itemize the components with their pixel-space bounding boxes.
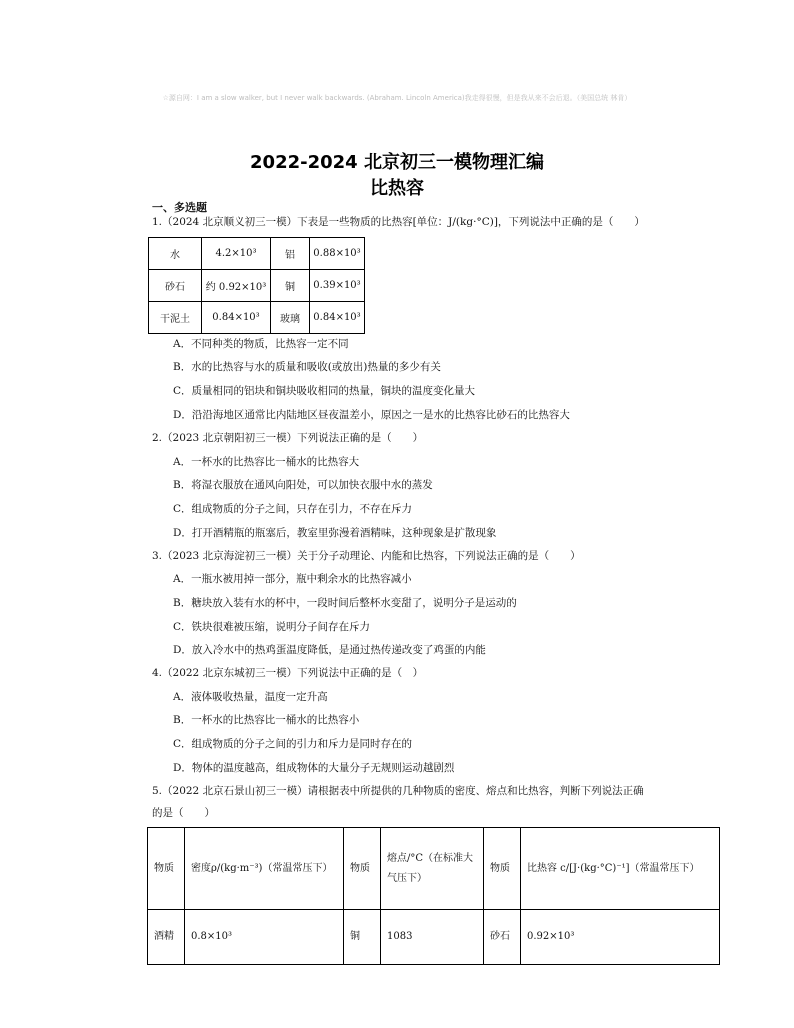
material-properties-table [147, 827, 720, 965]
table-header-cell: 物质 [344, 828, 381, 910]
question-2-option-d: D．打开酒精瓶的瓶塞后，教室里弥漫着酒精味，这种现象是扩散现象 [173, 527, 497, 539]
question-5-stem: 5.（2022 北京石景山初三一模）请根据表中所提供的几种物质的密度、熔点和比热容，判断下列说法正确 [152, 785, 644, 797]
table-header-cell: 物质 [148, 828, 185, 910]
table-cell: 0.39×10³ [310, 270, 365, 302]
table-cell: 铝 [271, 238, 310, 270]
table-header-cell: 密度ρ/(kg·m⁻³)（常温常压下） [185, 828, 344, 910]
watermark-text: ☆源自网：I am a slow walker, but I never walk backwards. (Abraham. Lincoln America)我走得很慢，但是我从来不会后退。（美国总统 林肯） [162, 94, 632, 102]
table-cell: 砂石 [484, 910, 521, 965]
table-header-cell: 物质 [484, 828, 521, 910]
table-cell: 砂石 [149, 270, 202, 302]
question-4-option-a: A．液体吸收热量，温度一定升高 [173, 691, 328, 703]
question-2-option-a: A．一杯水的比热容比一桶水的比热容大 [173, 456, 360, 468]
question-3-option-d: D．放入冷水中的热鸡蛋温度降低，是通过热传递改变了鸡蛋的内能 [173, 644, 486, 656]
question-1-option-a: A．不同种类的物质，比热容一定不同 [173, 338, 349, 350]
question-4-option-d: D．物体的温度越高，组成物体的大量分子无规则运动越剧烈 [173, 762, 455, 774]
question-1-option-d: D．沿沿海地区通常比内陆地区昼夜温差小，原因之一是水的比热容比砂石的比热容大 [173, 409, 570, 421]
question-2-option-b: B．将湿衣服放在通风向阳处，可以加快衣服中水的蒸发 [173, 479, 433, 491]
question-4-option-c: C．组成物质的分子之间的引力和斥力是同时存在的 [173, 738, 413, 750]
question-2-option-c: C．组成物质的分子之间，只存在引力，不存在斥力 [173, 503, 413, 515]
question-3-option-b: B．糖块放入装有水的杯中，一段时间后整杯水变甜了，说明分子是运动的 [173, 597, 517, 609]
question-4-stem: 4.（2022 北京东城初三一模）下列说法中正确的是（ ） [152, 667, 424, 679]
table-cell: 0.84×10³ [310, 302, 365, 334]
table-cell: 约 0.92×10³ [202, 270, 271, 302]
question-3-option-a: A．一瓶水被用掉一部分，瓶中剩余水的比热容减小 [173, 573, 412, 585]
question-3-stem: 3.（2023 北京海淀初三一模）关于分子动理论、内能和比热容，下列说法正确的是（ ） [152, 550, 581, 562]
question-2-stem: 2.（2023 北京朝阳初三一模）下列说法正确的是（ ） [152, 432, 424, 444]
table-header-cell: 比热容 c/[J·(kg·°C)⁻¹]（常温常压下） [521, 828, 720, 910]
question-1-option-c: C．质量相同的铝块和铜块吸收相同的热量，铜块的温度变化量大 [173, 385, 476, 397]
table-cell: 0.84×10³ [202, 302, 271, 334]
table-cell: 铜 [271, 270, 310, 302]
table-cell: 0.92×10³ [521, 910, 720, 965]
table-cell: 0.88×10³ [310, 238, 365, 270]
table-row [148, 910, 720, 965]
table-row [148, 828, 720, 910]
specific-heat-table [148, 237, 365, 334]
question-1-option-b: B．水的比热容与水的质量和吸收(或放出)热量的多少有关 [173, 361, 441, 373]
question-3-option-c: C．铁块很难被压缩，说明分子间存在斥力 [173, 621, 371, 633]
table-cell: 酒精 [148, 910, 185, 965]
table-cell: 玻璃 [271, 302, 310, 334]
table-cell: 1083 [381, 910, 484, 965]
section-heading: 一、多选题 [152, 201, 207, 214]
table-cell: 铜 [344, 910, 381, 965]
table-cell: 水 [149, 238, 202, 270]
document-title: 2022-2024 北京初三一模物理汇编 [250, 152, 544, 173]
table-cell: 干泥土 [149, 302, 202, 334]
table-cell: 0.8×10³ [185, 910, 344, 965]
table-row [149, 238, 365, 270]
document-subtitle: 比热容 [370, 178, 424, 199]
table-row [149, 270, 365, 302]
table-row [149, 302, 365, 334]
question-4-option-b: B．一杯水的比热容比一桶水的比热容小 [173, 714, 360, 726]
question-1-stem: 1.（2024 北京顺义初三一模）下表是一些物质的比热容[单位：J/(kg·°C)]，下列说法中正确的是（ ） [152, 216, 645, 228]
table-header-cell: 熔点/°C（在标准大气压下） [381, 828, 484, 910]
question-5-stem-cont: 的是（ ） [152, 807, 215, 819]
table-cell: 4.2×10³ [202, 238, 271, 270]
